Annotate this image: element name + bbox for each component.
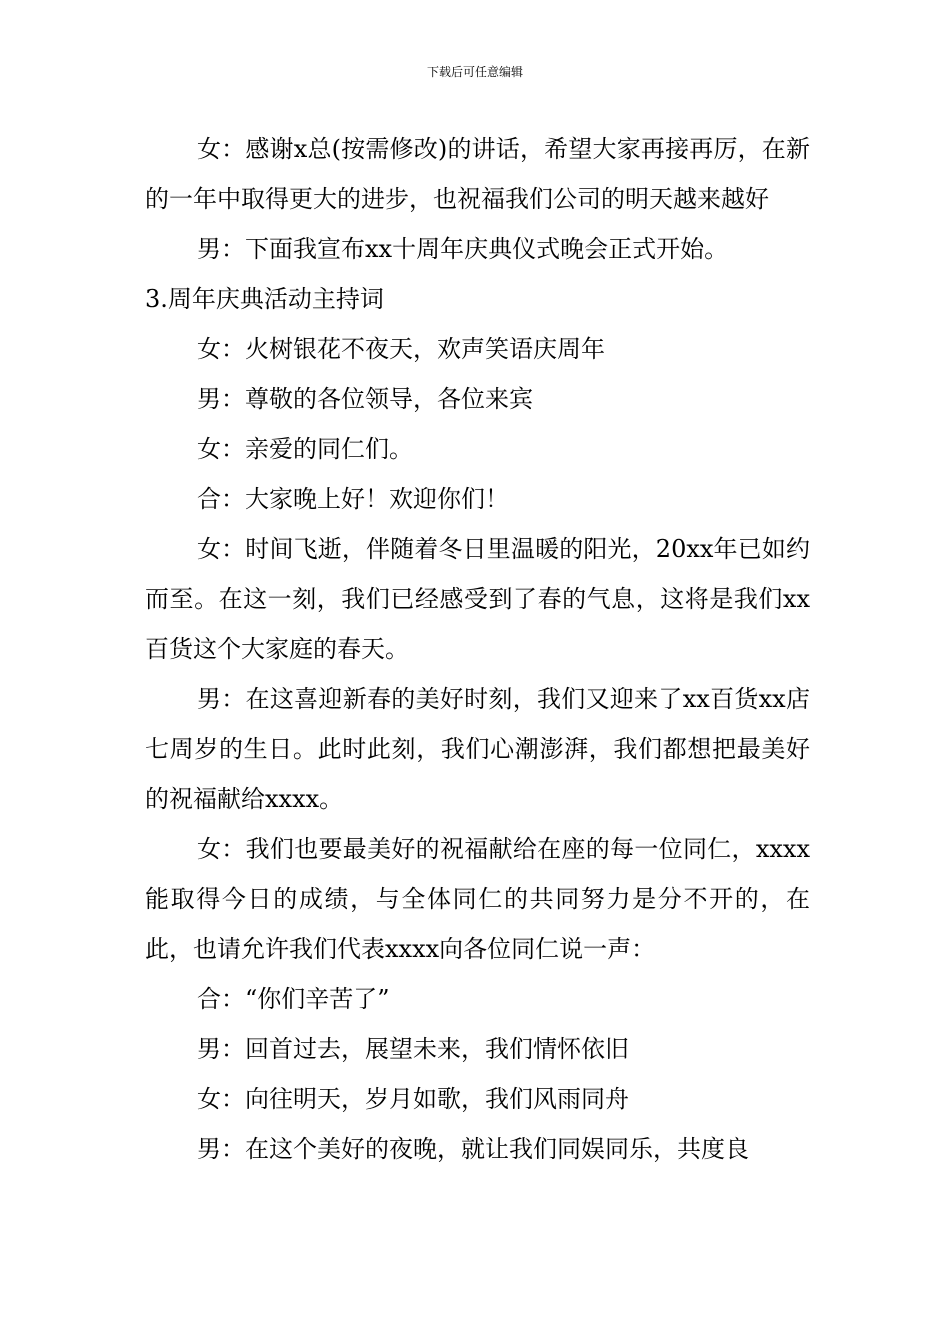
paragraph-thank-you: 合：“你们辛苦了”: [197, 985, 390, 1013]
paragraph-opening-line: 女：火树银花不夜天，欢声笑语庆周年: [197, 335, 605, 363]
paragraph-store-birthday: 男：在这喜迎新春的美好时刻，我们又迎来了xx百货xx店七周岁的生日。此时此刻，我们心潮澎湃，我们都想把最美好的祝福献给xxxx。: [145, 685, 810, 813]
document-body: [145, 124, 810, 1174]
paragraph-blessing-colleagues: 女：我们也要最美好的祝福献给在座的每一位同仁，xxxx能取得今日的成绩，与全体同仁的共同努力是分不开的，在此，也请允许我们代表xxxx向各位同仁说一声：: [145, 835, 810, 963]
paragraph-new-year: 女：时间飞逝，伴随着冬日里温暖的阳光，20xx年已如约而至。在这一刻，我们已经感受到了春的气息，这将是我们xx百货这个大家庭的春天。: [145, 535, 810, 663]
paragraph-look-back: 男：回首过去，展望未来，我们情怀依旧: [197, 1035, 629, 1063]
paragraph-greeting-leaders: 男：尊敬的各位领导，各位来宾: [197, 385, 533, 413]
paragraph-welcome: 合：大家晚上好！欢迎你们！: [197, 485, 509, 513]
section-heading: 3.周年庆典活动主持词: [145, 285, 384, 313]
paragraph-thanks-speech: 女：感谢x总(按需修改)的讲话，希望大家再接再厉，在新的一年中取得更大的进步，也祝福我们公司的明天越来越好: [145, 135, 810, 213]
paragraph-greeting-colleagues: 女：亲爱的同仁们。: [197, 435, 413, 463]
page-header-note: 下载后可任意编辑: [426, 65, 523, 79]
paragraph-look-forward: 女：向往明天，岁月如歌，我们风雨同舟: [197, 1085, 629, 1113]
paragraph-celebrate-night: 男：在这个美好的夜晚，就让我们同娱同乐，共度良: [197, 1135, 749, 1163]
paragraph-announce-opening: 男：下面我宣布xx十周年庆典仪式晚会正式开始。: [197, 235, 729, 263]
